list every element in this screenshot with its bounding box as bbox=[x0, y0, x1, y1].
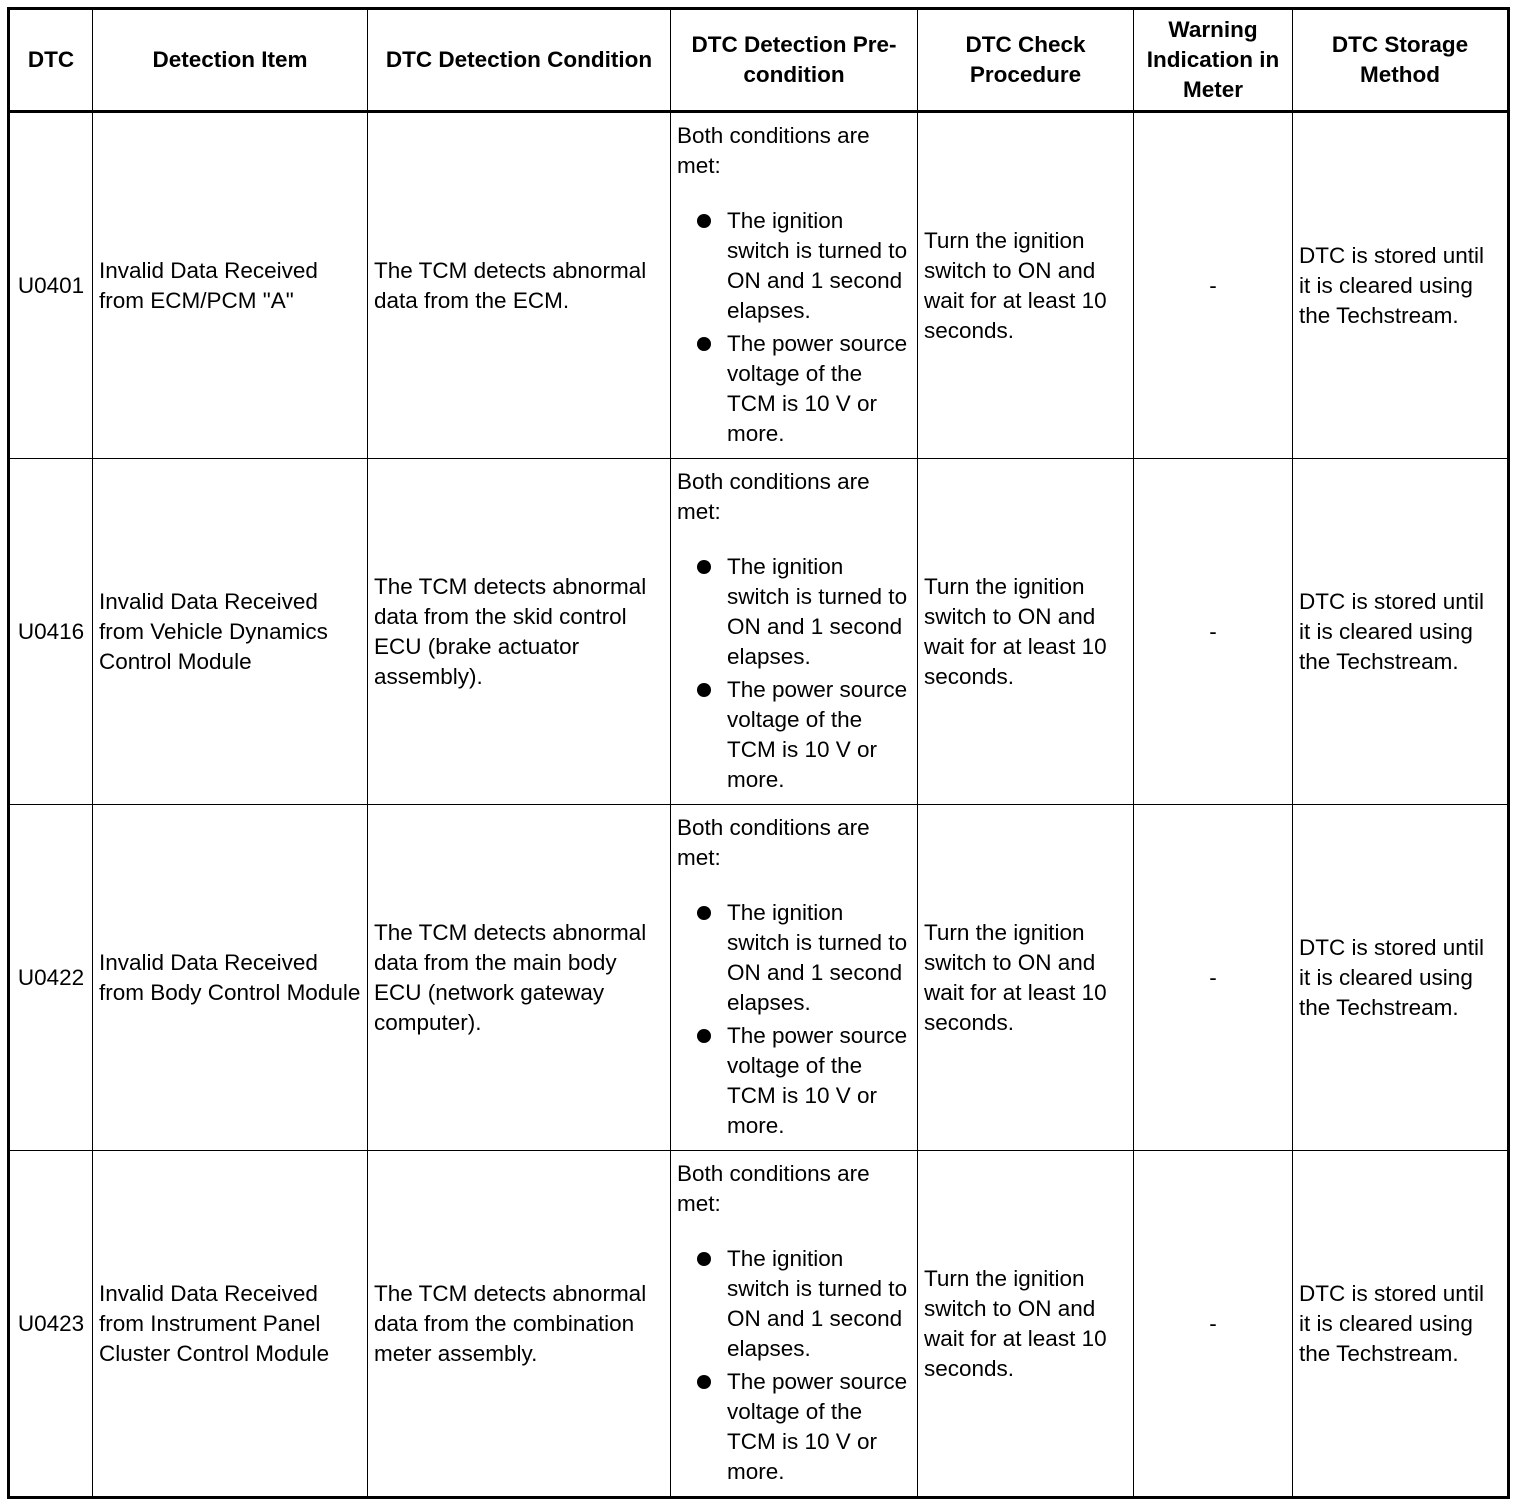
bullet-icon bbox=[697, 560, 711, 574]
header-dtc: DTC bbox=[9, 9, 93, 112]
detection-item: Invalid Data Received from ECM/PCM "A" bbox=[93, 112, 368, 459]
warning-indication: - bbox=[1134, 805, 1293, 1151]
check-procedure: Turn the ignition switch to ON and wait for at least 10 seconds. bbox=[918, 1151, 1134, 1498]
storage-method: DTC is stored until it is cleared using the Techstream. bbox=[1293, 805, 1509, 1151]
dtc-code: U0423 bbox=[9, 1151, 93, 1498]
dtc-code: U0422 bbox=[9, 805, 93, 1151]
header-check-procedure: DTC Check Procedure bbox=[918, 9, 1134, 112]
pre-condition-intro: Both conditions are met: bbox=[677, 815, 870, 870]
detection-condition: The TCM detects abnormal data from the skid control ECU (brake actuator assembly). bbox=[368, 459, 671, 805]
check-procedure: Turn the ignition switch to ON and wait for at least 10 seconds. bbox=[918, 459, 1134, 805]
storage-method: DTC is stored until it is cleared using the Techstream. bbox=[1293, 1151, 1509, 1498]
detection-condition: The TCM detects abnormal data from the main body ECU (network gateway computer). bbox=[368, 805, 671, 1151]
detection-condition: The TCM detects abnormal data from the combination meter assembly. bbox=[368, 1151, 671, 1498]
pre-condition-bullet bbox=[677, 675, 911, 795]
dtc-code: U0416 bbox=[9, 459, 93, 805]
pre-condition-intro: Both conditions are met: bbox=[677, 123, 870, 178]
pre-condition bbox=[671, 805, 918, 1151]
table-row bbox=[9, 1151, 1509, 1498]
pre-condition-bullet-text: The power source voltage of the TCM is 10 V or more. bbox=[727, 1369, 908, 1484]
pre-condition-bullet bbox=[677, 1021, 911, 1141]
pre-condition-bullet-text: The ignition switch is turned to ON and 1 second elapses. bbox=[727, 1246, 908, 1361]
bullet-icon bbox=[697, 906, 711, 920]
header-storage-method: DTC Storage Method bbox=[1293, 9, 1509, 112]
detection-item: Invalid Data Received from Body Control Module bbox=[93, 805, 368, 1151]
table-row bbox=[9, 459, 1509, 805]
warning-indication: - bbox=[1134, 1151, 1293, 1498]
header-detection-item: Detection Item bbox=[93, 9, 368, 112]
header-warning-indication: Warning Indication in Meter bbox=[1134, 9, 1293, 112]
check-procedure: Turn the ignition switch to ON and wait for at least 10 seconds. bbox=[918, 112, 1134, 459]
header-row bbox=[9, 9, 1509, 112]
table-row bbox=[9, 805, 1509, 1151]
detection-item: Invalid Data Received from Vehicle Dynamics Control Module bbox=[93, 459, 368, 805]
bullet-icon bbox=[697, 337, 711, 351]
pre-condition-bullet-text: The ignition switch is turned to ON and 1 second elapses. bbox=[727, 900, 908, 1015]
pre-condition-bullet bbox=[677, 552, 911, 672]
bullet-icon bbox=[697, 214, 711, 228]
check-procedure: Turn the ignition switch to ON and wait for at least 10 seconds. bbox=[918, 805, 1134, 1151]
detection-condition: The TCM detects abnormal data from the ECM. bbox=[368, 112, 671, 459]
pre-condition-bullet bbox=[677, 1367, 911, 1487]
pre-condition bbox=[671, 1151, 918, 1498]
pre-condition-intro: Both conditions are met: bbox=[677, 1161, 870, 1216]
pre-condition-bullet bbox=[677, 1244, 911, 1364]
pre-condition-intro: Both conditions are met: bbox=[677, 469, 870, 524]
pre-condition-bullet bbox=[677, 898, 911, 1018]
pre-condition-bullet bbox=[677, 206, 911, 326]
pre-condition-bullet-text: The power source voltage of the TCM is 10 V or more. bbox=[727, 1023, 908, 1138]
pre-condition-bullet-text: The power source voltage of the TCM is 10 V or more. bbox=[727, 677, 908, 792]
bullet-icon bbox=[697, 1375, 711, 1389]
pre-condition-bullet bbox=[677, 329, 911, 449]
bullet-icon bbox=[697, 1029, 711, 1043]
table-row bbox=[9, 112, 1509, 459]
bullet-icon bbox=[697, 1252, 711, 1266]
storage-method: DTC is stored until it is cleared using the Techstream. bbox=[1293, 459, 1509, 805]
warning-indication: - bbox=[1134, 459, 1293, 805]
header-detection-condition: DTC Detection Condition bbox=[368, 9, 671, 112]
bullet-icon bbox=[697, 683, 711, 697]
detection-item: Invalid Data Received from Instrument Panel Cluster Control Module bbox=[93, 1151, 368, 1498]
storage-method: DTC is stored until it is cleared using the Techstream. bbox=[1293, 112, 1509, 459]
header-pre-condition: DTC Detection Pre-condition bbox=[671, 9, 918, 112]
pre-condition bbox=[671, 112, 918, 459]
pre-condition-bullet-text: The ignition switch is turned to ON and 1 second elapses. bbox=[727, 554, 908, 669]
pre-condition bbox=[671, 459, 918, 805]
pre-condition-bullet-text: The power source voltage of the TCM is 10 V or more. bbox=[727, 331, 908, 446]
pre-condition-bullet-text: The ignition switch is turned to ON and 1 second elapses. bbox=[727, 208, 908, 323]
warning-indication: - bbox=[1134, 112, 1293, 459]
dtc-code: U0401 bbox=[9, 112, 93, 459]
dtc-table bbox=[7, 7, 1510, 1499]
